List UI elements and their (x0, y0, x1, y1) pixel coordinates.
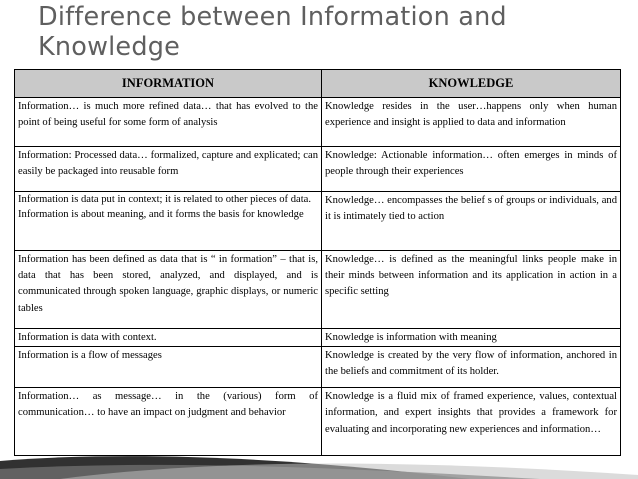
knowledge-cell: Knowledge is information with meaning (322, 329, 621, 347)
slide-title: Difference between Information and Knowledge (38, 2, 507, 62)
table-row (15, 347, 621, 388)
information-cell: Information: Processed data… formalized, capture and explicated; can easily be packaged into reusable form (15, 147, 322, 192)
swoosh-band-dark (0, 456, 470, 479)
table-row (15, 388, 621, 456)
knowledge-cell: Knowledge… encompasses the belief s of groups or individuals, and it is intimately tied to action (322, 192, 621, 251)
information-cell: Information has been defined as data that is “ in formation” – that is, data that has been stored, analyzed, and displayed, and is communicated through spoken language, graphic displays, or numeric tables (15, 251, 322, 329)
header-knowledge: KNOWLEDGE (322, 70, 621, 98)
knowledge-cell: Knowledge: Actionable information… often emerges in minds of people through their experiences (322, 147, 621, 192)
table-header-row (15, 70, 621, 98)
table-row (15, 251, 621, 329)
swoosh-band-light (60, 464, 638, 479)
information-cell: Information is data with context. (15, 329, 322, 347)
information-cell: Information is data put in context; it is related to other pieces of data. Information is about meaning, and it forms the basis for knowledge (15, 192, 322, 251)
information-cell: Information… is much more refined data… that has evolved to the point of being useful for some form of analysis (15, 98, 322, 147)
knowledge-cell: Knowledge is created by the very flow of information, anchored in the beliefs and commitment of its holder. (322, 347, 621, 388)
knowledge-cell: Knowledge resides in the user…happens only when human experience and insight is applied to data and information (322, 98, 621, 147)
knowledge-cell: Knowledge is a fluid mix of framed experience, values, contextual information, and expert insights that provides a framework for evaluating and incorporating new experiences and information… (322, 388, 621, 456)
information-cell: Information… as message… in the (various) form of communication… to have an impact on judgment and behavior (15, 388, 322, 456)
information-cell: Information is a flow of messages (15, 347, 322, 388)
comparison-table (14, 69, 621, 456)
knowledge-cell: Knowledge… is defined as the meaningful links people make in their minds between information and its application in action in a specific setting (322, 251, 621, 329)
swoosh-band-mid (0, 465, 540, 479)
table-row (15, 192, 621, 251)
table-row (15, 147, 621, 192)
table-row (15, 98, 621, 147)
table-row (15, 329, 621, 347)
header-information: INFORMATION (15, 70, 322, 98)
comparison-table-container (14, 69, 620, 456)
